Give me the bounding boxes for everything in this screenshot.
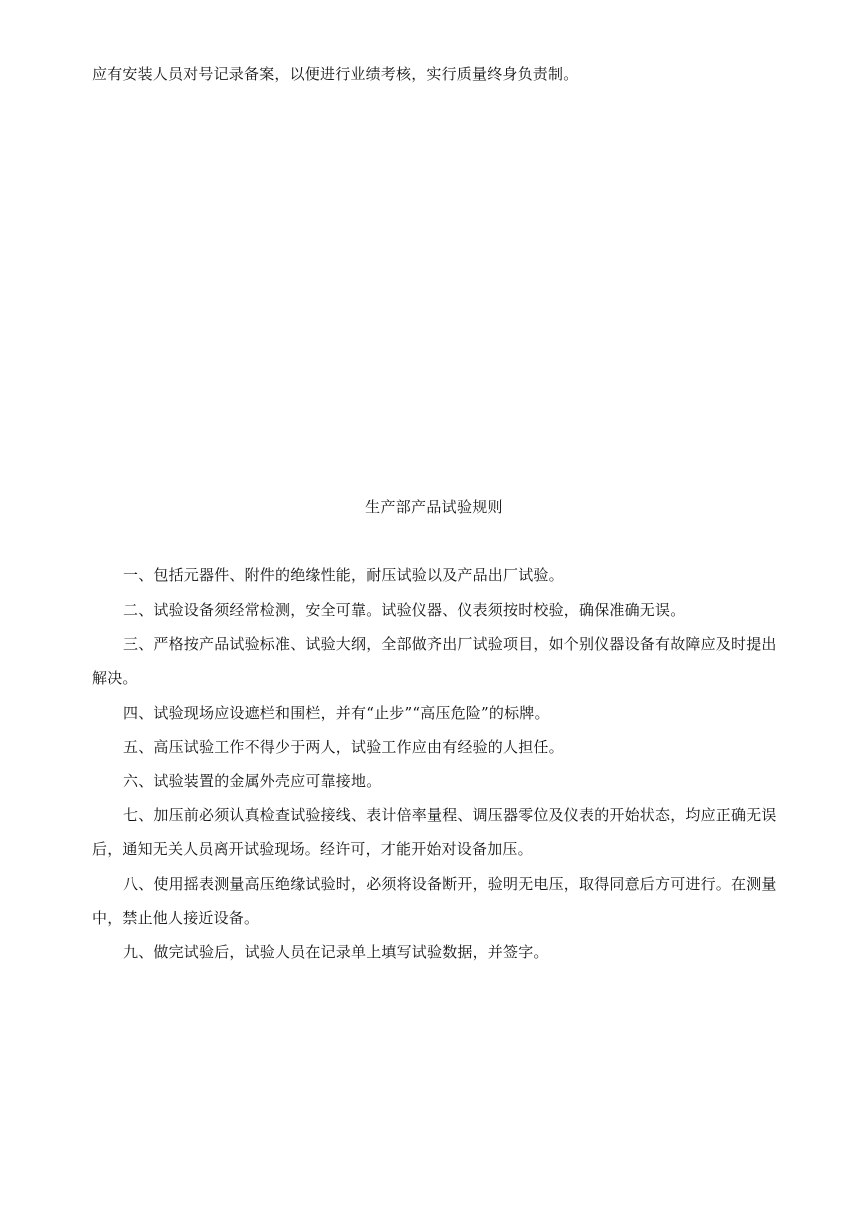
rule-line: 五、高压试验工作不得少于两人，试验工作应由有经验的人担任。 [123, 738, 564, 756]
carryover-paragraph: 应有安装人员对号记录备案，以便进行业绩考核，实行质量终身负责制。 [92, 65, 579, 83]
rule-line: 七、加压前必须认真检查试验接线、表计倍率量程、调压器零位及仪表的开始状态，均应正确无误 [123, 806, 777, 824]
rule-line-continuation: 后，通知无关人员离开试验现场。经许可，才能开始对设备加压。 [92, 840, 533, 858]
rule-line: 九、做完试验后，试验人员在记录单上填写试验数据，并签字。 [123, 943, 549, 961]
rule-line: 六、试验装置的金属外壳应可靠接地。 [123, 772, 382, 790]
rule-line: 三、严格按产品试验标准、试验大纲，全部做齐出厂试验项目，如个别仪器设备有故障应及时提出 [123, 635, 777, 653]
rule-line: 二、试验设备须经常检测，安全可靠。试验仪器、仪表须按时校验，确保准确无误。 [123, 601, 686, 619]
rule-line: 一、包括元器件、附件的绝缘性能，耐压试验以及产品出厂试验。 [123, 566, 564, 584]
rule-line: 四、试验现场应设遮栏和围栏，并有“止步”“高压危险”的标牌。 [123, 704, 550, 722]
rule-line: 八、使用摇表测量高压绝缘试验时，必须将设备断开，验明无电压，取得同意后方可进行。在测量 [123, 875, 777, 893]
rule-line-continuation: 解决。 [92, 669, 138, 687]
page-title: 生产部产品试验规则 [365, 498, 503, 516]
rule-line-continuation: 中，禁止他人接近设备。 [92, 909, 260, 927]
